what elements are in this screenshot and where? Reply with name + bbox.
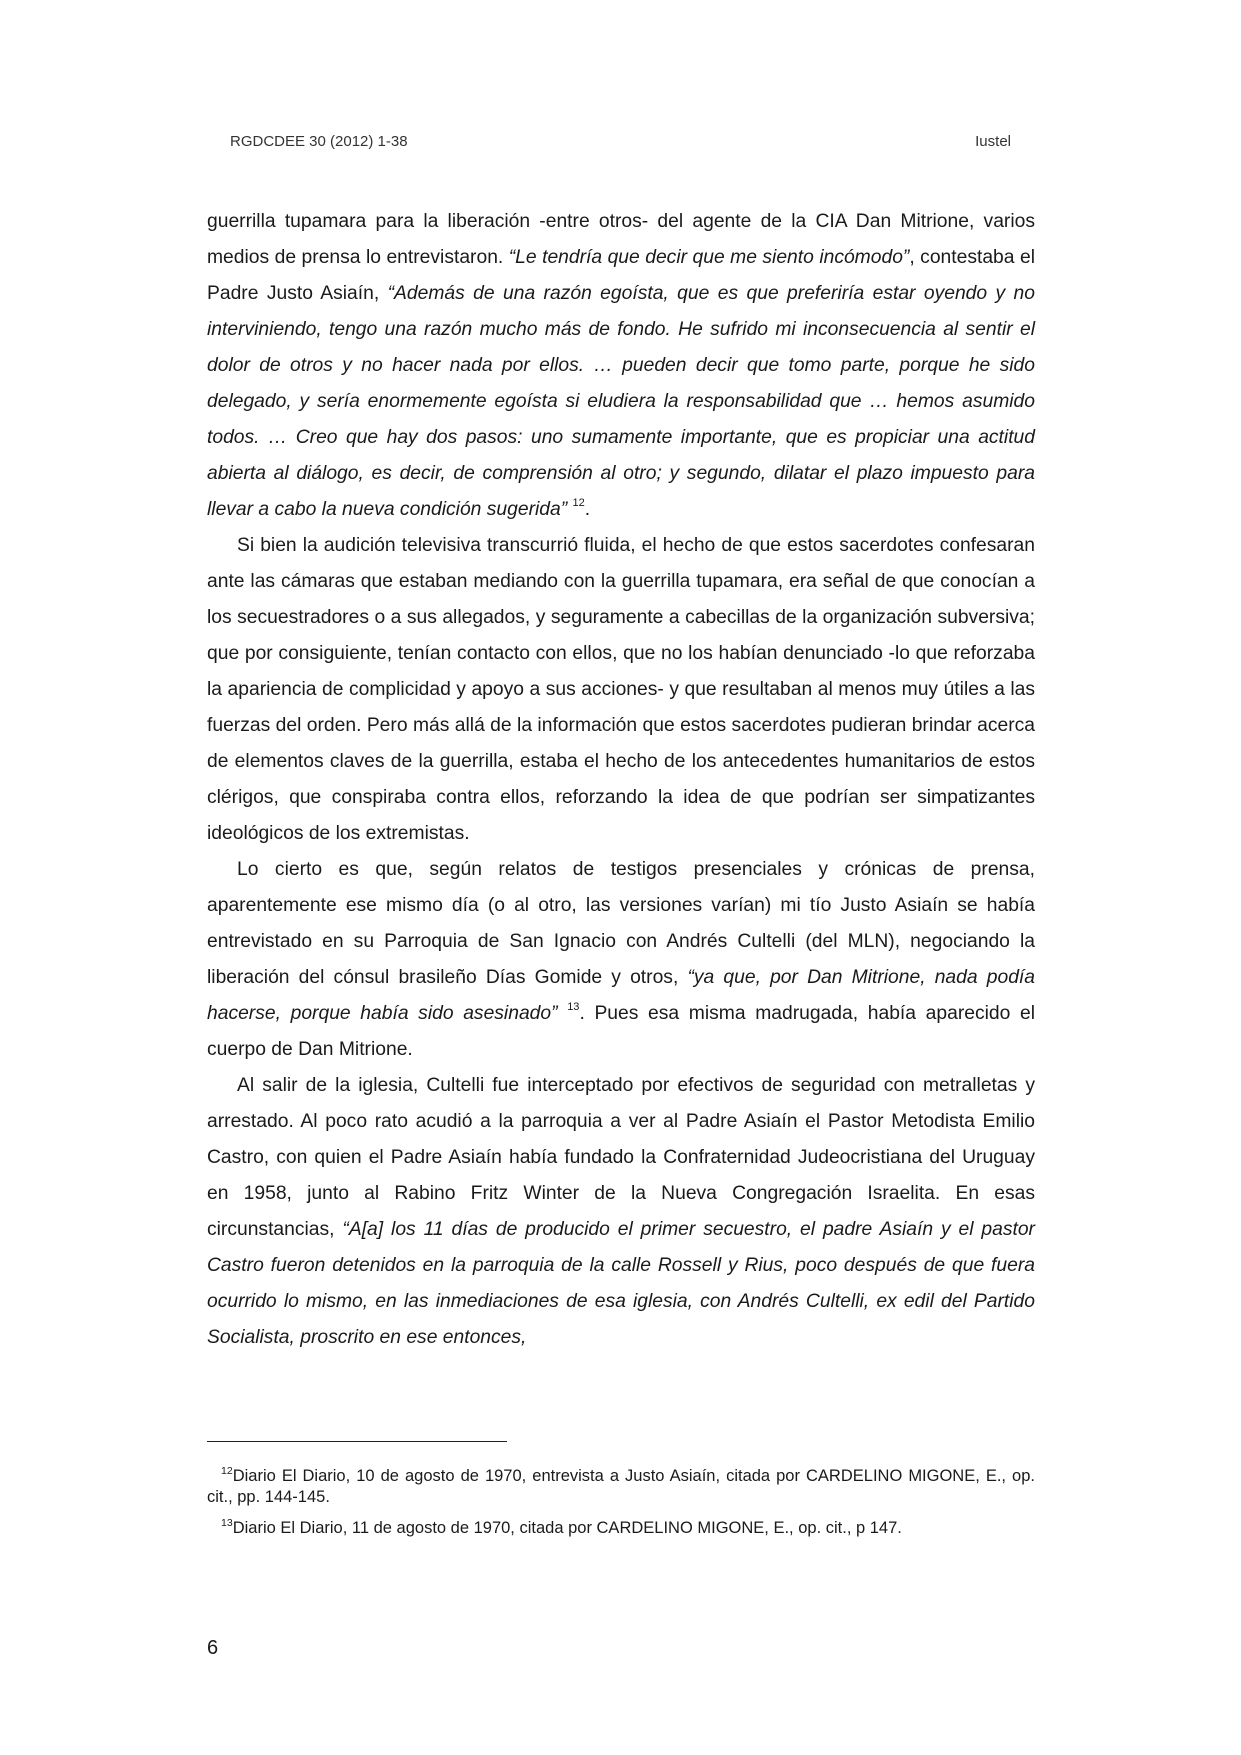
footnotes [207, 1466, 1035, 1549]
footnote-number: 13 [221, 1517, 233, 1529]
paragraph-text: Lo cierto es que, según relatos de testigos presenciales y crónicas de prensa, aparentemente ese mismo día (o al otro, las versiones varían) mi tío Justo Asiaín se había entrevistado en su Parroquia de San Ignacio con Andrés Cultelli (del MLN), negociando la liberación del cónsul brasileño Días Gomide y otros, [207, 859, 1035, 988]
footnote-number: 12 [221, 1465, 233, 1477]
footnote-divider [207, 1441, 507, 1442]
footnote [207, 1518, 1035, 1539]
running-header-journal: RGDCDEE 30 (2012) 1-38 [230, 133, 408, 150]
page-number: 6 [207, 1637, 219, 1659]
footnote-ref[interactable]: 13 [567, 1001, 580, 1013]
paragraph-text: . Pues esa misma madrugada, había aparecido el cuerpo de Dan Mitrione. [207, 1003, 1035, 1060]
footnote-ref[interactable]: 12 [572, 497, 585, 509]
quotation: “A[a] los 11 días de producido el primer secuestro, el padre Asiaín y el pastor Castro fueron detenidos en la parroquia de la calle Rossell y Rius, poco después de que fuera ocurrido lo mismo, en las inmediaciones de esa iglesia, con Andrés Cultelli, ex edil del Partido Socialista, proscrito en ese entonces, [207, 1219, 1035, 1348]
quotation: “Además de una razón egoísta, que es que preferiría estar oyendo y no interviniendo, tengo una razón mucho más de fondo. He sufrido mi inconsecuencia al sentir el dolor de otros y no hacer nada por ellos. … pueden decir que tomo parte, porque he sido delegado, y sería enormemente egoísta si eludiera la responsabilidad que … hemos asumido todos. … Creo que hay dos pasos: uno sumamente importante, que es propiciar una actitud abierta al diálogo, es decir, de comprensión al otro; y segundo, dilatar el plazo impuesto para llevar a cabo la nueva condición sugerida” [207, 283, 1035, 520]
paragraph [207, 204, 1035, 528]
footnote-text: Diario El Diario, 10 de agosto de 1970, entrevista a Justo Asiaín, citada por CARDELINO MIGONE, E., op. cit., pp. 144-145. [207, 1467, 1035, 1506]
paragraph-text: guerrilla tupamara para la liberación -entre otros- del agente de la CIA Dan Mitrione, varios medios de prensa lo entrevistaron. [207, 211, 1035, 268]
quotation: “Le tendría que decir que me siento incómodo” [508, 247, 910, 268]
footnote-text: Diario El Diario, 11 de agosto de 1970, citada por CARDELINO MIGONE, E., op. cit., p 147. [232, 1519, 902, 1537]
paragraph-text: . [584, 499, 591, 520]
running-header-publisher: Iustel [975, 133, 1011, 150]
paragraph: Si bien la audición televisiva transcurrió fluida, el hecho de que estos sacerdotes confesaran ante las cámaras que estaban mediando con la guerrilla tupamara, era señal de que conocían a los secuestradores o a sus allegados, y seguramente a cabecillas de la organización subversiva; que por consiguiente, tenían contacto con ellos, que no los habían denunciado -lo que reforzaba la apariencia de complicidad y apoyo a sus acciones- y que resultaban al menos muy útiles a las fuerzas del orden. Pero más allá de la información que estos sacerdotes pudieran brindar acerca de elementos claves de la guerrilla, estaba el hecho de los antecedentes humanitarios de estos clérigos, que conspiraba contra ellos, reforzando la idea de que podrían ser simpatizantes ideológicos de los extremistas. [207, 535, 1035, 844]
paragraph-text: , contestaba el Padre Justo Asiaín, [207, 247, 1035, 304]
quotation: “ya que, por Dan Mitrione, nada podía hacerse, porque había sido asesinado” [207, 967, 1035, 1024]
paragraph-text: Al salir de la iglesia, Cultelli fue interceptado por efectivos de seguridad con metralletas y arrestado. Al poco rato acudió a la parroquia a ver al Padre Asiaín el Pastor Metodista Emilio Castro, con quien el Padre Asiaín había fundado la Confraternidad Judeocristiana del Uruguay en 1958, junto al Rabino Fritz Winter de la Nueva Congregación Israelita. En esas circunstancias, [207, 1075, 1035, 1240]
body-text [207, 204, 1035, 1356]
paragraph [207, 1068, 1035, 1356]
paragraph [207, 852, 1035, 1068]
footnote [207, 1466, 1035, 1508]
